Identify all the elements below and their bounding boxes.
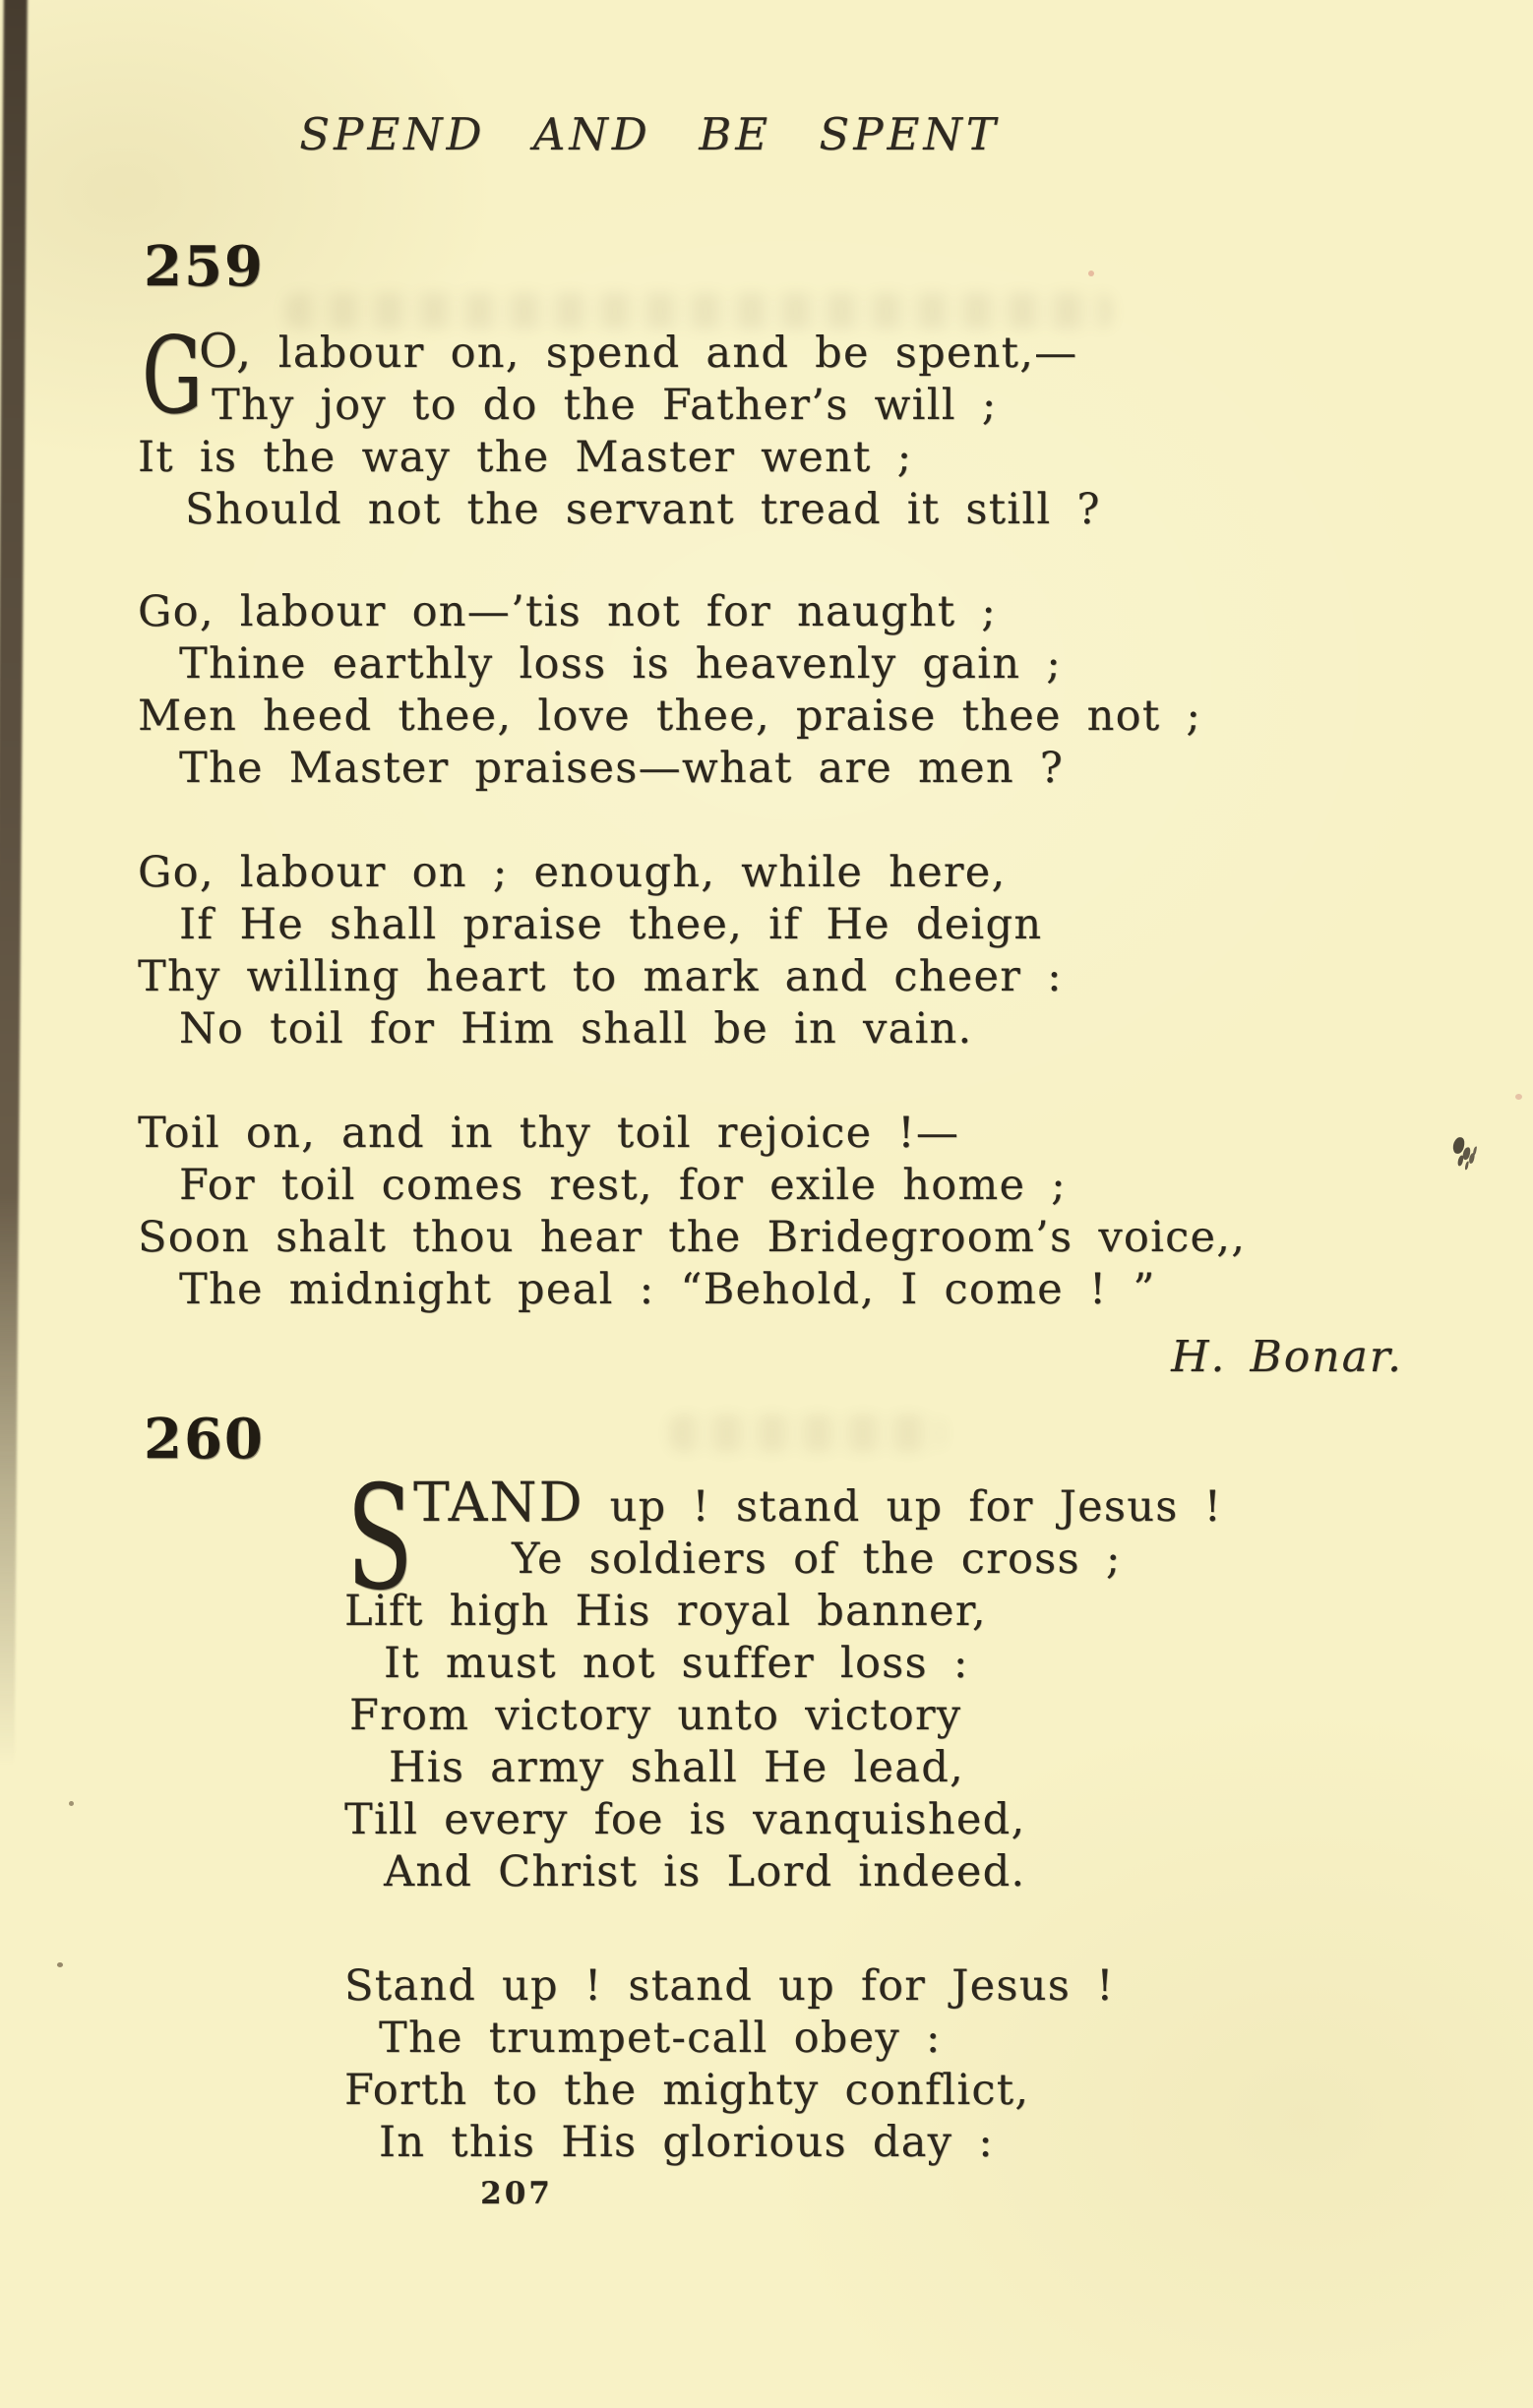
verse-line [413, 1471, 1223, 1534]
show-through-ghost [285, 293, 1112, 329]
verse-line: No toil for Him shall be in vain. [179, 1004, 973, 1054]
verse-line: The trumpet-call obey : [379, 2014, 942, 2063]
verse-line-text: up ! stand up for Jesus ! [609, 1482, 1223, 1532]
lead-word: TAND [413, 1471, 584, 1534]
verse-line: Should not the servant tread it still ? [185, 485, 1101, 534]
paper-speck [1088, 271, 1094, 276]
ink-smudge [1452, 1136, 1465, 1154]
verse-line: Thine earthly loss is heavenly gain ; [179, 639, 1062, 689]
stanza [138, 1960, 1115, 2169]
running-header: SPEND AND BE SPENT [299, 108, 1000, 160]
binding-gutter-shadow [0, 0, 28, 1767]
verse-line: The Master praises—what are men ? [179, 744, 1065, 793]
stanza [138, 847, 1063, 1055]
verse-line-text: labour on, spend and be spent,— [277, 329, 1078, 378]
verse-line: For toil comes rest, for exile home ; [179, 1161, 1067, 1210]
verse-line: It is the way the Master went ; [138, 433, 913, 482]
paper-speck [57, 1962, 63, 1967]
show-through-ghost [669, 1415, 945, 1452]
verse-line: If He shall praise thee, if He deign [179, 900, 1043, 949]
verse-line: Till every foe is vanquished, [344, 1795, 1026, 1844]
hymn-number: 260 [144, 1407, 265, 1472]
verse-line: Toil on, and in thy toil rejoice !— [138, 1109, 960, 1158]
verse-line: From victory unto victory [349, 1691, 962, 1740]
stanza [138, 315, 1101, 536]
verse-line: Soon shalt thou hear the Bridegroom’s voice,, [138, 1213, 1247, 1262]
verse-line: It must not suffer loss : [384, 1639, 969, 1688]
verse-line: Men heed thee, love thee, praise thee not ; [138, 692, 1202, 741]
verse-line [199, 326, 1101, 380]
verse-line: Go, labour on ; enough, while here, [138, 848, 1007, 897]
paper-speck [1515, 1094, 1522, 1100]
drop-cap-letter: G [142, 315, 204, 438]
verse-line: Ye soldiers of the cross ; [512, 1535, 1122, 1584]
stanza [138, 1455, 1223, 1898]
author-attribution: H. Bonar. [1171, 1332, 1403, 1382]
verse-line: Lift high His royal banner, [344, 1587, 987, 1636]
verse-line: Forth to the mighty conflict, [344, 2066, 1030, 2115]
verse-line: Go, labour on—’tis not for naught ; [138, 587, 998, 636]
verse-line: His army shall He lead, [389, 1743, 965, 1792]
verse-line: The midnight peal : “Behold, I come ! ” [179, 1265, 1156, 1314]
paper-speck [69, 1801, 74, 1806]
verse-line: And Christ is Lord indeed. [384, 1847, 1026, 1896]
verse-line: Thy willing heart to mark and cheer : [138, 952, 1063, 1001]
drop-cap-letter: S [346, 1455, 414, 1622]
verse-line: In this His glorious day : [379, 2118, 994, 2167]
verse-line: Thy joy to do the Father’s will ; [212, 381, 998, 430]
page-number: 207 [480, 2176, 553, 2211]
stanza [138, 1108, 1246, 1316]
lead-word: O, [199, 324, 253, 379]
stanza [138, 586, 1201, 795]
hymn-number: 259 [144, 234, 265, 299]
verse-line: Stand up ! stand up for Jesus ! [344, 1961, 1115, 2011]
